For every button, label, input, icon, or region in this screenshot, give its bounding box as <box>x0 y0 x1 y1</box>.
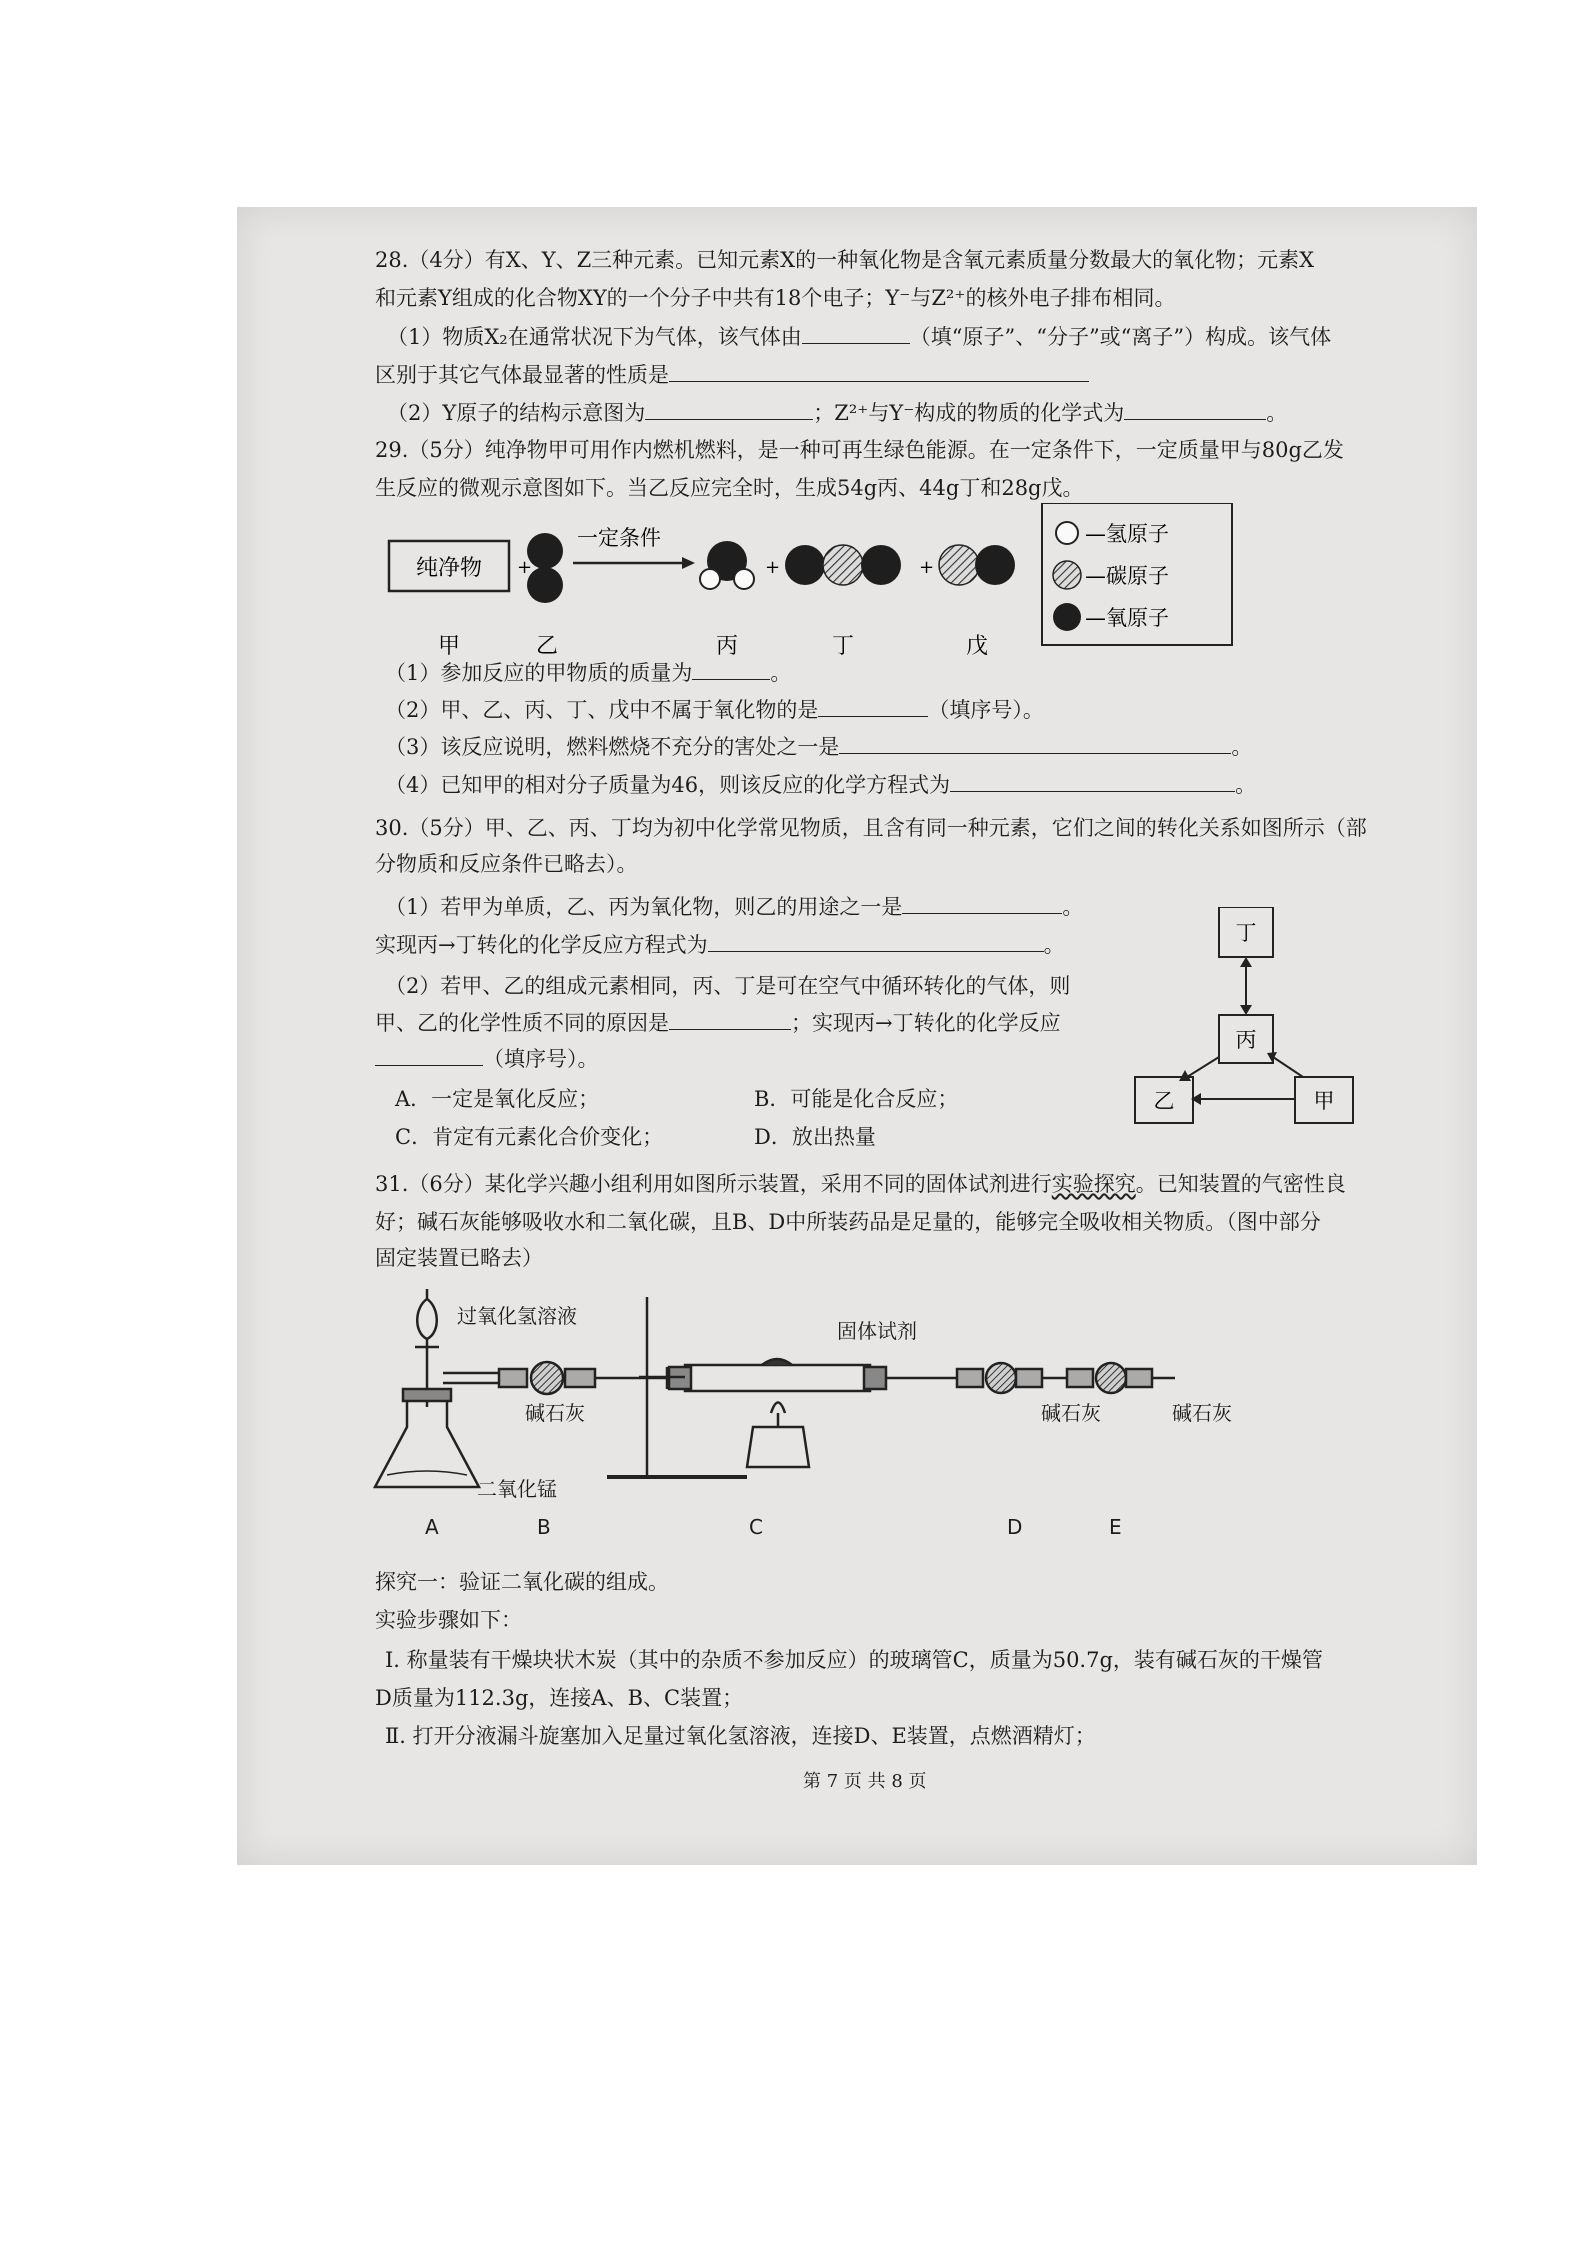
legend-oxygen: —氧原子 <box>1085 606 1169 630</box>
oxygen-atom-icon <box>527 533 563 569</box>
q28-q2-text: （2）Y原子的结构示意图为 <box>387 401 646 425</box>
oxygen-atom-icon <box>975 545 1015 585</box>
q29-s4-end: 。 <box>1235 773 1257 797</box>
q29-s2-end: （填序号）。 <box>928 698 1044 722</box>
arrow-head-icon <box>1240 1005 1252 1015</box>
exam-page <box>237 207 1477 1865</box>
q28-line-5 <box>387 397 1287 428</box>
q28-line-2: 和元素Y组成的化合物XY的一个分子中共有18个电子；Y⁻与Z²⁺的核外电子排布相同。 <box>375 286 1176 310</box>
q28-q2-text-b: ；Z²⁺与Y⁻构成的物质的化学式为 <box>813 401 1125 425</box>
box-bing-label: 丙 <box>1235 1028 1257 1052</box>
q31-line-3: 固定装置已略去） <box>375 1246 543 1270</box>
arrow-jia-bing <box>1273 1057 1303 1077</box>
q29-sub-1 <box>385 657 791 688</box>
q30-q2-text-b: ；实现丙→丁转化的化学反应 <box>791 1011 1061 1035</box>
carbon-legend-icon <box>1053 561 1081 589</box>
q28-period: 。 <box>1266 401 1288 425</box>
q29-s3-text: （3）该反应说明，燃料燃烧不充分的害处之一是 <box>385 735 840 759</box>
label-soda-lime-d: 碱石灰 <box>1041 1401 1101 1425</box>
q28-blank-4[interactable] <box>1124 397 1266 420</box>
q31-text-a: 31.（6分）某化学兴趣小组利用如图所示装置，采用不同的固体试剂进行 <box>375 1172 1052 1196</box>
q28-q1-text-b: （填“原子”、“分子”或“离子”）构成。该气体 <box>909 325 1332 349</box>
q30-eq-end: 。 <box>1043 933 1065 957</box>
label-c: C <box>749 1515 763 1539</box>
q29-sub-4 <box>385 769 1256 800</box>
arrow-head-icon <box>1267 1052 1277 1062</box>
legend-hydrogen: —氢原子 <box>1085 522 1169 546</box>
label-bing: 丙 <box>715 634 739 659</box>
q30-blank-2[interactable] <box>708 929 1044 952</box>
q29-s1-text: （1）参加反应的甲物质的质量为 <box>385 661 693 685</box>
step-1-line-2: D质量为112.3g，连接A、B、C装置； <box>375 1686 744 1710</box>
oxygen-atom-icon <box>861 545 901 585</box>
q29-blank-2[interactable] <box>818 694 928 717</box>
q31-line-1 <box>375 1169 1346 1199</box>
box-ding-label: 丁 <box>1235 921 1257 945</box>
label-h2o2: 过氧化氢溶液 <box>457 1304 577 1328</box>
hydrogen-atom-icon <box>700 569 720 589</box>
q30-fill-hint: （填序号）。 <box>483 1047 599 1071</box>
q28-line-4 <box>375 359 1089 390</box>
q30-option-c[interactable]: C．肯定有元素化合价变化； <box>395 1125 664 1149</box>
q30-option-a[interactable]: A．一定是氧化反应； <box>395 1087 600 1111</box>
q29-reaction-diagram <box>377 503 1387 673</box>
pure-substance-label: 纯净物 <box>415 556 483 581</box>
q29-s2-text: （2）甲、乙、丙、丁、戊中不属于氧化物的是 <box>385 698 819 722</box>
q30-line-7 <box>375 1043 599 1074</box>
hydrogen-legend-icon <box>1056 522 1078 544</box>
steps-heading: 实验步骤如下： <box>375 1608 522 1632</box>
carbon-atom-icon <box>823 545 863 585</box>
condition-label: 一定条件 <box>577 526 661 550</box>
q30-line-5: （2）若甲、乙的组成元素相同，丙、丁是可在空气中循环转化的气体，则 <box>385 974 1071 998</box>
q30-line-1: 30.（5分）甲、乙、丙、丁均为初中化学常见物质，且含有同一种元素，它们之间的转化关系如图所示（部 <box>375 816 1367 840</box>
q30-blank-1[interactable] <box>902 891 1062 914</box>
label-a: A <box>425 1515 439 1539</box>
q28-blank-1[interactable] <box>802 321 910 344</box>
plus-2: + <box>765 557 781 578</box>
q29-line-1: 29.（5分）纯净物甲可用作内燃机燃料，是一种可再生绿色能源。在一定条件下，一定质量甲与80g乙发 <box>375 438 1344 462</box>
label-e: E <box>1109 1515 1122 1539</box>
label-jia: 甲 <box>437 634 461 659</box>
q30-blank-3[interactable] <box>669 1007 791 1030</box>
q28-property-text: 区别于其它气体最显著的性质是 <box>375 363 669 387</box>
label-ding: 丁 <box>831 634 855 659</box>
label-soda-lime-b: 碱石灰 <box>525 1401 585 1425</box>
q31-line-2: 好；碱石灰能够吸收水和二氧化碳，且B、D中所装药品是足量的，能够完全吸收相关物质。（图中部分 <box>375 1210 1321 1234</box>
q30-q1-end: 。 <box>1062 895 1084 919</box>
arrow-head-icon <box>1240 957 1252 967</box>
q30-eq-text: 实现丙→丁转化的化学反应方程式为 <box>375 933 708 957</box>
hydrogen-atom-icon <box>734 569 754 589</box>
q29-blank-4[interactable] <box>950 769 1235 792</box>
step-1-line-1: Ⅰ. 称量装有干燥块状木炭（其中的杂质不参加反应）的玻璃管C，质量为50.7g，装有碱石灰的干燥管 <box>385 1648 1323 1672</box>
q29-sub-2 <box>385 694 1044 725</box>
q28-q1-text: （1）物质X₂在通常状况下为气体，该气体由 <box>387 325 802 349</box>
carbon-atom-icon <box>939 545 979 585</box>
q30-line-6 <box>375 1007 1061 1038</box>
arrow-bing-yi <box>1187 1057 1219 1077</box>
oxygen-atom-icon <box>785 545 825 585</box>
q29-s4-text: （4）已知甲的相对分子质量为46，则该反应的化学方程式为 <box>385 773 951 797</box>
label-solid-reagent: 固体试剂 <box>837 1319 917 1343</box>
q28-line-3 <box>387 321 1331 352</box>
label-b: B <box>537 1515 551 1539</box>
q30-blank-4[interactable] <box>375 1043 483 1066</box>
box-yi-label: 乙 <box>1153 1089 1175 1113</box>
page-footer: 第 7 页 共 8 页 <box>803 1771 927 1792</box>
label-soda-lime-e: 碱石灰 <box>1172 1401 1232 1425</box>
label-mno2: 二氧化锰 <box>477 1477 557 1501</box>
separatory-funnel-icon <box>417 1299 437 1339</box>
q31-text-b: 。已知装置的气密性良 <box>1135 1172 1346 1196</box>
label-yi: 乙 <box>535 634 559 659</box>
q29-line-2: 生反应的微观示意图如下。当乙反应完全时，生成54g丙、44g丁和28g戊。 <box>375 476 1084 500</box>
q30-line-2: 分物质和反应条件已略去）。 <box>375 852 638 876</box>
oxygen-legend-icon <box>1053 603 1081 631</box>
explore-1-title: 探究一：验证二氧化碳的组成。 <box>375 1570 669 1594</box>
q29-blank-3[interactable] <box>839 731 1231 754</box>
q29-sub-3 <box>385 731 1252 762</box>
plus-1: + <box>517 557 533 578</box>
q29-s3-end: 。 <box>1231 735 1253 759</box>
q30-option-b[interactable]: B．可能是化合反应； <box>754 1087 959 1111</box>
q28-blank-2[interactable] <box>669 359 1089 382</box>
alcohol-lamp-icon <box>747 1427 809 1467</box>
q30-line-4 <box>375 929 1065 960</box>
q30-q2-text: 甲、乙的化学性质不同的原因是 <box>375 1011 669 1035</box>
q30-option-d[interactable]: D．放出热量 <box>754 1125 876 1149</box>
step-2: Ⅱ. 打开分液漏斗旋塞加入足量过氧化氢溶液，连接D、E装置，点燃酒精灯； <box>385 1724 1096 1748</box>
box-jia-label: 甲 <box>1313 1089 1335 1113</box>
q30-line-3 <box>385 891 1083 922</box>
legend-carbon: —碳原子 <box>1085 564 1169 588</box>
q30-q1-text: （1）若甲为单质，乙、丙为氧化物，则乙的用途之一是 <box>385 895 903 919</box>
arrow-head-icon <box>682 557 695 569</box>
q31-underlined-text: 实验探究 <box>1051 1172 1136 1196</box>
label-wu: 戊 <box>965 634 989 659</box>
q29-blank-1[interactable] <box>692 657 770 680</box>
label-d: D <box>1007 1515 1023 1539</box>
q28-blank-3[interactable] <box>645 397 813 420</box>
q29-s1-end: 。 <box>770 661 792 685</box>
oxygen-atom-icon <box>527 567 563 603</box>
q28-line-1: 28.（4分）有X、Y、Z三种元素。已知元素X的一种氧化物是含氧元素质量分数最大的氧化物；元素X <box>375 248 1315 272</box>
plus-3: + <box>919 557 935 578</box>
q30-conversion-diagram <box>1127 907 1367 1127</box>
